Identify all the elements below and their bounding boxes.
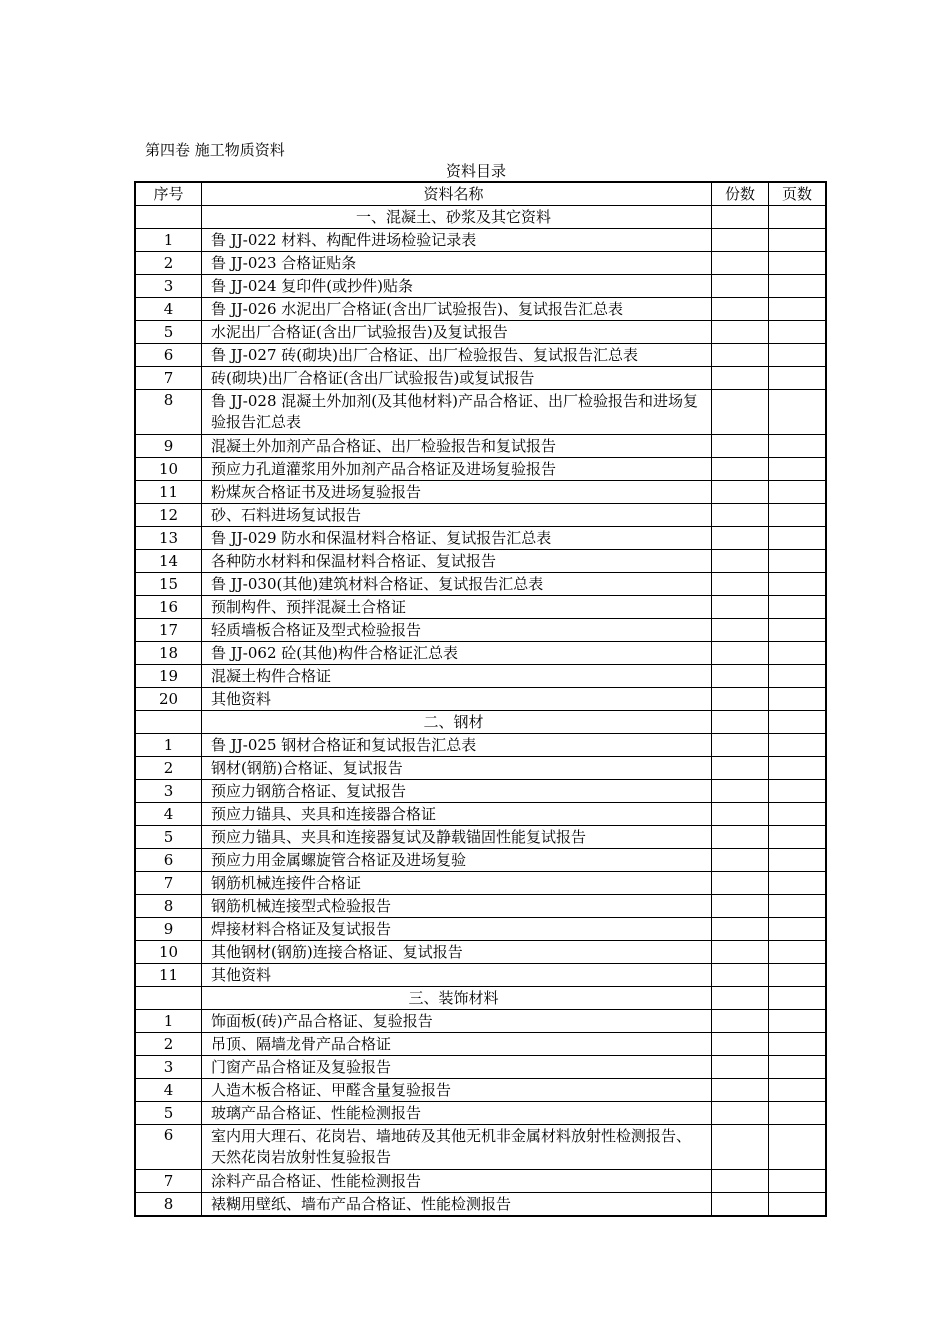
table-row [135,1193,826,1217]
item-no: 9 [135,918,202,941]
pages-cell [769,206,827,229]
item-name: 砂、石料进场复试报告 [202,504,712,527]
item-name: 鲁 JJ-030(其他)建筑材料合格证、复试报告汇总表 [202,573,712,596]
item-no: 13 [135,527,202,550]
pages-cell [769,1170,827,1193]
item-name: 其他钢材(钢筋)连接合格证、复试报告 [202,941,712,964]
catalog-table [134,181,827,1217]
item-name: 预应力孔道灌浆用外加剂产品合格证及进场复验报告 [202,458,712,481]
copies-cell [712,941,769,964]
header-no: 序号 [135,182,202,206]
item-no: 2 [135,757,202,780]
pages-cell [769,504,827,527]
table-row [135,872,826,895]
item-name: 预应力钢筋合格证、复试报告 [202,780,712,803]
item-no: 17 [135,619,202,642]
table-row [135,665,826,688]
copies-cell [712,895,769,918]
item-name: 门窗产品合格证及复验报告 [202,1056,712,1079]
copies-cell [712,275,769,298]
copies-cell [712,458,769,481]
copies-cell [712,481,769,504]
copies-cell [712,918,769,941]
item-name: 人造木板合格证、甲醛含量复验报告 [202,1079,712,1102]
item-no: 5 [135,826,202,849]
item-no: 4 [135,1079,202,1102]
item-name: 钢筋机械连接件合格证 [202,872,712,895]
item-no: 4 [135,298,202,321]
item-name: 鲁 JJ-026 水泥出厂合格证(含出厂试验报告)、复试报告汇总表 [202,298,712,321]
section-title: 三、装饰材料 [202,987,712,1010]
item-no: 1 [135,734,202,757]
section-no-cell [135,206,202,229]
pages-cell [769,458,827,481]
pages-cell [769,344,827,367]
item-name: 饰面板(砖)产品合格证、复验报告 [202,1010,712,1033]
copies-cell [712,1125,769,1170]
item-no: 8 [135,1193,202,1217]
section-no-cell [135,987,202,1010]
copies-cell [712,757,769,780]
item-no: 11 [135,481,202,504]
pages-cell [769,1079,827,1102]
table-row [135,435,826,458]
pages-cell [769,803,827,826]
item-name: 水泥出厂合格证(含出厂试验报告)及复试报告 [202,321,712,344]
item-no: 19 [135,665,202,688]
copies-cell [712,550,769,573]
item-no: 8 [135,390,202,435]
item-name: 混凝土外加剂产品合格证、出厂检验报告和复试报告 [202,435,712,458]
table-row [135,1056,826,1079]
catalog-title: 资料目录 [445,162,506,180]
item-name: 鲁 JJ-029 防水和保温材料合格证、复试报告汇总表 [202,527,712,550]
item-no: 2 [135,252,202,275]
pages-cell [769,711,827,734]
copies-cell [712,344,769,367]
copies-cell [712,596,769,619]
table-row [135,344,826,367]
pages-cell [769,780,827,803]
item-no: 6 [135,1125,202,1170]
copies-cell [712,1056,769,1079]
item-no: 14 [135,550,202,573]
item-name: 鲁 JJ-025 钢材合格证和复试报告汇总表 [202,734,712,757]
item-no: 6 [135,344,202,367]
copies-cell [712,573,769,596]
item-no: 9 [135,435,202,458]
item-no: 15 [135,573,202,596]
item-no: 10 [135,941,202,964]
section-row [135,206,826,229]
item-no: 10 [135,458,202,481]
item-no: 1 [135,1010,202,1033]
item-no: 11 [135,964,202,987]
item-no: 4 [135,803,202,826]
item-name: 砖(砌块)出厂合格证(含出厂试验报告)或复试报告 [202,367,712,390]
copies-cell [712,390,769,435]
item-name: 鲁 JJ-023 合格证贴条 [202,252,712,275]
item-no: 1 [135,229,202,252]
table-row [135,619,826,642]
table-row [135,757,826,780]
pages-cell [769,826,827,849]
item-no: 12 [135,504,202,527]
copies-cell [712,1033,769,1056]
table-row [135,481,826,504]
pages-cell [769,665,827,688]
item-name: 钢筋机械连接型式检验报告 [202,895,712,918]
item-no: 6 [135,849,202,872]
section-row [135,711,826,734]
pages-cell [769,1033,827,1056]
pages-cell [769,550,827,573]
item-name: 其他资料 [202,688,712,711]
table-row [135,1102,826,1125]
pages-cell [769,987,827,1010]
copies-cell [712,504,769,527]
item-name: 混凝土构件合格证 [202,665,712,688]
section-title: 二、钢材 [202,711,712,734]
item-name: 鲁 JJ-022 材料、构配件进场检验记录表 [202,229,712,252]
table-row [135,780,826,803]
pages-cell [769,275,827,298]
item-no: 18 [135,642,202,665]
item-no: 5 [135,1102,202,1125]
pages-cell [769,734,827,757]
copies-cell [712,1010,769,1033]
table-row [135,275,826,298]
volume-title: 第四卷 施工物质资料 [145,141,285,159]
table-row [135,573,826,596]
item-name: 鲁 JJ-027 砖(砌块)出厂合格证、出厂检验报告、复试报告汇总表 [202,344,712,367]
table-row [135,229,826,252]
copies-cell [712,1170,769,1193]
copies-cell [712,987,769,1010]
table-row [135,367,826,390]
item-name: 鲁 JJ-062 砼(其他)构件合格证汇总表 [202,642,712,665]
copies-cell [712,826,769,849]
item-no: 8 [135,895,202,918]
copies-cell [712,1193,769,1217]
pages-cell [769,298,827,321]
section-no-cell [135,711,202,734]
pages-cell [769,918,827,941]
table-row [135,688,826,711]
item-name: 预应力用金属螺旋管合格证及进场复验 [202,849,712,872]
item-no: 7 [135,367,202,390]
copies-cell [712,734,769,757]
table-row [135,504,826,527]
item-name: 鲁 JJ-024 复印件(或抄件)贴条 [202,275,712,298]
table-row [135,1125,826,1170]
table-row [135,321,826,344]
item-no: 7 [135,1170,202,1193]
table-row [135,1079,826,1102]
pages-cell [769,1102,827,1125]
pages-cell [769,527,827,550]
pages-cell [769,941,827,964]
pages-cell [769,229,827,252]
pages-cell [769,1056,827,1079]
header-name: 资料名称 [202,182,712,206]
section-title: 一、混凝土、砂浆及其它资料 [202,206,712,229]
copies-cell [712,619,769,642]
table-row [135,642,826,665]
table-row [135,1033,826,1056]
item-no: 3 [135,780,202,803]
copies-cell [712,964,769,987]
item-name: 吊顶、隔墙龙骨产品合格证 [202,1033,712,1056]
copies-cell [712,642,769,665]
table-row [135,734,826,757]
copies-cell [712,298,769,321]
copies-cell [712,367,769,390]
table-row [135,458,826,481]
copies-cell [712,321,769,344]
item-no: 16 [135,596,202,619]
pages-cell [769,573,827,596]
copies-cell [712,527,769,550]
pages-cell [769,895,827,918]
table-row [135,964,826,987]
table-row [135,596,826,619]
copies-cell [712,803,769,826]
item-name: 鲁 JJ-028 混凝土外加剂(及其他材料)产品合格证、出厂检验报告和进场复验报告汇总表 [202,390,712,435]
header-row [135,182,826,206]
table-row [135,918,826,941]
copies-cell [712,872,769,895]
copies-cell [712,688,769,711]
catalog-body [135,206,826,1217]
pages-cell [769,1010,827,1033]
pages-cell [769,367,827,390]
table-row [135,826,826,849]
pages-cell [769,1125,827,1170]
item-name: 裱糊用壁纸、墙布产品合格证、性能检测报告 [202,1193,712,1217]
copies-cell [712,206,769,229]
table-row [135,1170,826,1193]
copies-cell [712,711,769,734]
table-row [135,803,826,826]
item-no: 7 [135,872,202,895]
item-name: 焊接材料合格证及复试报告 [202,918,712,941]
pages-cell [769,964,827,987]
item-name: 钢材(钢筋)合格证、复试报告 [202,757,712,780]
item-name: 其他资料 [202,964,712,987]
copies-cell [712,252,769,275]
pages-cell [769,390,827,435]
copies-cell [712,435,769,458]
pages-cell [769,849,827,872]
copies-cell [712,780,769,803]
item-name: 玻璃产品合格证、性能检测报告 [202,1102,712,1125]
item-no: 3 [135,1056,202,1079]
copies-cell [712,1102,769,1125]
pages-cell [769,757,827,780]
copies-cell [712,1079,769,1102]
item-name: 预应力锚具、夹具和连接器复试及静载锚固性能复试报告 [202,826,712,849]
section-row [135,987,826,1010]
header-copies: 份数 [712,182,769,206]
table-row [135,298,826,321]
item-name: 各种防水材料和保温材料合格证、复试报告 [202,550,712,573]
item-name: 预制构件、预拌混凝土合格证 [202,596,712,619]
table-row [135,252,826,275]
item-name: 室内用大理石、花岗岩、墙地砖及其他无机非金属材料放射性检测报告、天然花岗岩放射性复验报告 [202,1125,712,1170]
pages-cell [769,619,827,642]
item-no: 2 [135,1033,202,1056]
pages-cell [769,642,827,665]
table-row [135,1010,826,1033]
pages-cell [769,321,827,344]
item-name: 涂料产品合格证、性能检测报告 [202,1170,712,1193]
pages-cell [769,872,827,895]
pages-cell [769,1193,827,1217]
table-row [135,849,826,872]
item-name: 预应力锚具、夹具和连接器合格证 [202,803,712,826]
pages-cell [769,435,827,458]
item-no: 20 [135,688,202,711]
table-row [135,941,826,964]
item-name: 轻质墙板合格证及型式检验报告 [202,619,712,642]
pages-cell [769,688,827,711]
table-row [135,895,826,918]
table-row [135,527,826,550]
table-row [135,390,826,435]
item-no: 3 [135,275,202,298]
copies-cell [712,229,769,252]
copies-cell [712,849,769,872]
item-no: 5 [135,321,202,344]
header-pages: 页数 [769,182,827,206]
table-row [135,550,826,573]
copies-cell [712,665,769,688]
pages-cell [769,252,827,275]
pages-cell [769,481,827,504]
item-name: 粉煤灰合格证书及进场复验报告 [202,481,712,504]
pages-cell [769,596,827,619]
